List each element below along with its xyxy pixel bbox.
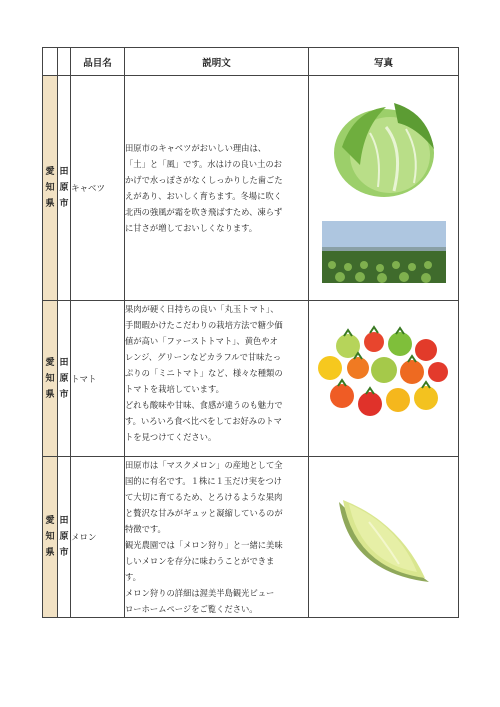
table-row-melon <box>43 457 459 618</box>
melon-photo <box>329 482 439 592</box>
prefecture-char: 愛 <box>45 357 55 368</box>
prefecture-cell <box>43 457 58 618</box>
city-char: 市 <box>59 389 69 400</box>
city-char: 原 <box>59 532 69 542</box>
description-text: 果肉が硬く日持ちの良い「丸玉トマト」、 手間暇かけたこだわりの栽培方法で糖少価 値が高い「ファーストトマト」、黄色やオ レンジ、グリーンなどカラフルで甘味たっ ぷりの「ミニトマト」など、様々な種類の トマトを栽培しています。 どれも酸味や甘味、食感が違うのも魅力で す。いろいろ食べ比べをしてお好みのトマ トを見つけてください。 <box>125 304 283 442</box>
prefecture-char: 知 <box>45 373 55 384</box>
city-cell <box>58 301 71 457</box>
city-char: 田 <box>59 167 69 177</box>
city-char: 市 <box>59 199 69 209</box>
header-blank-city <box>58 48 71 76</box>
item-name-cell: キャベツ <box>71 76 125 301</box>
city-char: 原 <box>59 373 69 384</box>
city-char: 田 <box>59 516 69 526</box>
cabbage-field-photo <box>322 221 446 283</box>
header-photo: 写真 <box>309 48 459 76</box>
table-header-row <box>43 48 459 76</box>
city-cell <box>58 76 71 301</box>
city-char: 田 <box>59 357 69 368</box>
prefecture-char: 知 <box>45 183 55 193</box>
photo-cell <box>309 457 459 618</box>
description-cell <box>125 301 309 457</box>
prefecture-char: 県 <box>45 548 55 558</box>
prefecture-char: 愛 <box>45 167 55 177</box>
header-blank-prefecture <box>43 48 58 76</box>
city-char: 市 <box>59 548 69 558</box>
header-item-name: 品目名 <box>71 48 125 76</box>
prefecture-char: 県 <box>45 389 55 400</box>
prefecture-char: 県 <box>45 199 55 209</box>
city-cell <box>58 457 71 618</box>
description-cell <box>125 457 309 618</box>
item-name-cell: トマト <box>71 301 125 457</box>
tomato-photo <box>314 324 454 434</box>
item-name-cell: メロン <box>71 457 125 618</box>
photo-cell <box>309 76 459 301</box>
table-row-tomato <box>43 301 459 457</box>
prefecture-char: 知 <box>45 532 55 542</box>
produce-table <box>42 47 459 618</box>
prefecture-cell <box>43 301 58 457</box>
header-description: 説明文 <box>125 48 309 76</box>
description-text: 田原市は「マスクメロン」の産地として全 国的に有名です。１株に１玉だけ実をつけ て大切に育てるため、とろけるような果肉 と贅沢な甘みがギュッと凝縮しているのが 特徴です。 観光農園では「メロン狩り」と一緒に美味 しいメロンを存分に味わうことができま す。 メロン狩りの詳細は渥美半島観光ビュー ローホームページをご覧ください。 <box>125 460 283 614</box>
description-text: 田原市のキャベツがおいしい理由は、 「土」と「風」です。水はけの良い土のお かげで水っぽさがなくしっかりした歯ごた えがあり、おいしく育ちます。冬場に吹く 北西の強風が霜を吹き飛ばすため、凍らず に甘さが増しておいしくなります。 <box>125 143 283 233</box>
table-row-cabbage <box>43 76 459 301</box>
prefecture-cell <box>43 76 58 301</box>
cabbage-photo <box>324 93 444 207</box>
city-char: 原 <box>59 183 69 193</box>
prefecture-char: 愛 <box>45 516 55 526</box>
description-cell <box>125 76 309 301</box>
photo-cell <box>309 301 459 457</box>
